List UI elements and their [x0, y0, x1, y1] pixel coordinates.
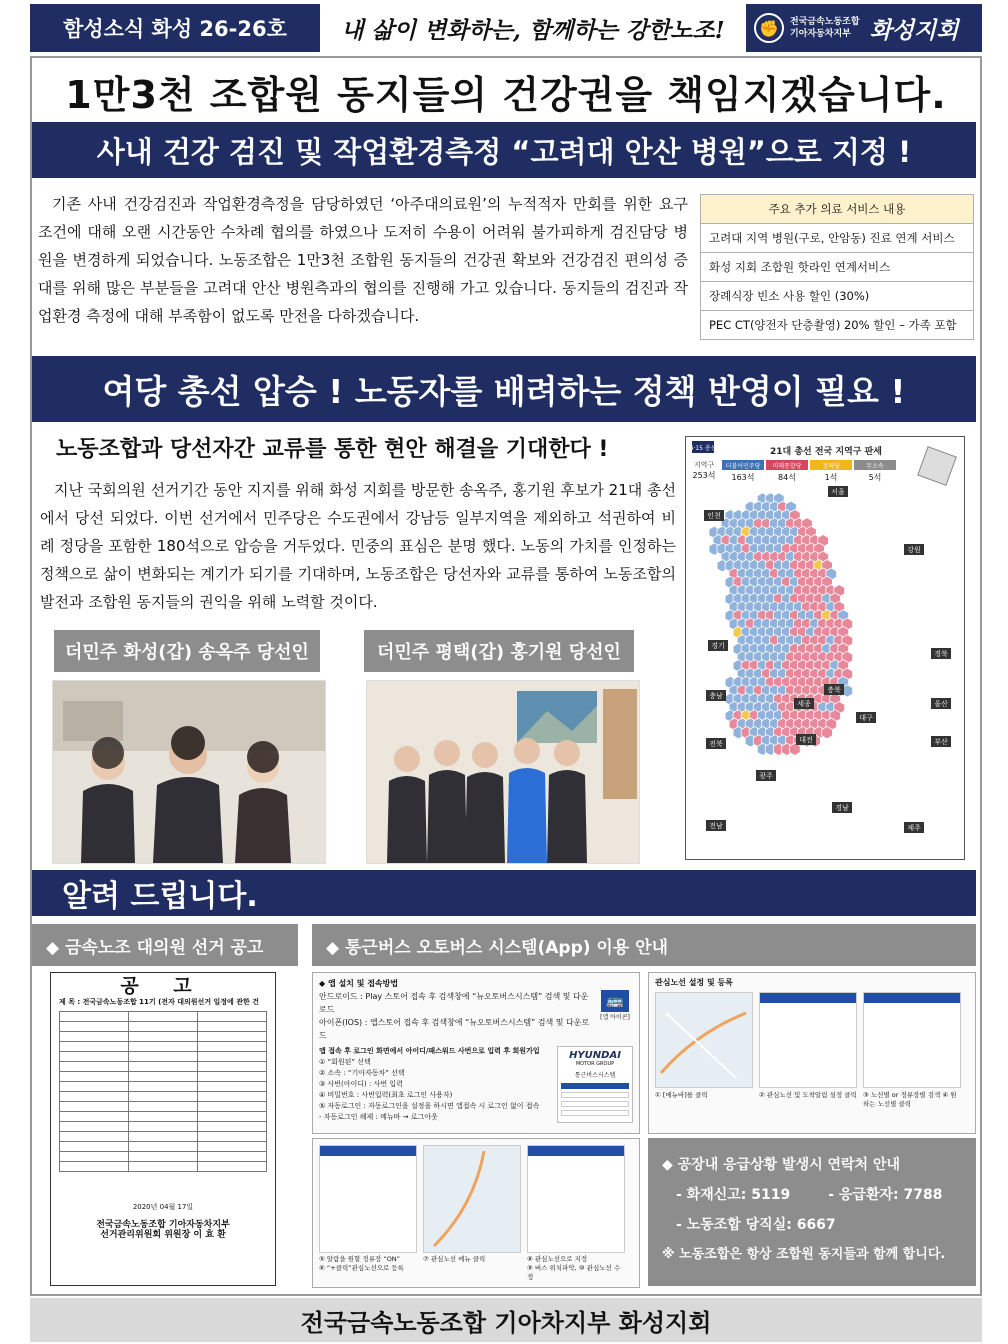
legend-party: 더불어민주당	[725, 463, 761, 470]
region-label: 제주	[907, 824, 921, 832]
legend-seats: 84석	[778, 473, 796, 482]
photo2-caption: 더민주 평택(갑) 홍기원 당선인	[364, 630, 634, 672]
bus2-step: ② 관심노선 및 도착알림 설정 클릭	[759, 1091, 857, 1099]
hyundai-brand: HYUNDAI	[569, 1050, 621, 1061]
bus-route-guide	[648, 972, 976, 1134]
page-header	[30, 4, 982, 52]
hyundai-sub: MOTOR GROUP	[575, 1061, 615, 1067]
main-title: 1만3천 조합원 동지들의 건강권을 책임지겠습니다.	[65, 73, 947, 117]
union-emblem-icon: ✊	[754, 13, 784, 43]
bus3-step: ⑨ 버스 위치파악, ⑩ 관심노선 수정	[527, 1264, 621, 1281]
bus2-step: ① [메뉴바]를 클릭	[655, 1091, 708, 1099]
bus2-screen1	[655, 992, 753, 1088]
bus3-step: ⑥ “+클릭”관심노선으로 등록	[319, 1264, 404, 1272]
legend-party: 미래통합당	[772, 463, 802, 470]
map-total-seats: 253석	[692, 471, 716, 480]
notice-schedule-table	[59, 1011, 267, 1172]
bus-heading: ◆ 통근버스 오토버스 시스템(App) 이용 안내	[312, 924, 976, 966]
hyundai-sub2: 통근버스시스템	[574, 1072, 616, 1079]
photo1-caption: 더민주 화성(갑) 송옥주 당선인	[54, 630, 320, 672]
map-total-label: 지역구	[693, 461, 715, 469]
bus2-screen3	[863, 992, 961, 1088]
region-label: 강원	[907, 546, 921, 554]
union-contact: - 노동조합 당직실: 6667	[676, 1217, 836, 1233]
photo-song-okju	[52, 680, 326, 864]
section1-subtitle: 사내 건강 검진 및 작업환경측정 “고려대 안산 병원”으로 지정 !	[32, 122, 976, 178]
legend-seats: 5석	[868, 473, 882, 482]
notice-org1: 전국금속노동조합 기아자동차지부	[96, 1220, 230, 1230]
bus3-screen3	[527, 1145, 625, 1253]
bus1-step: ③ 사번(아이디) : 사번 입력	[319, 1080, 403, 1088]
region-label: 경기	[711, 642, 725, 650]
bus2-step: ③ 노선별 or 정류장별 검색 ④ 원하는 노선별 클릭	[863, 1091, 957, 1108]
region-label: 대전	[799, 736, 813, 744]
notice-subject: 제 목 : 전국금속노동조합 11기 (전자 대의원선거 일정에 관한 건	[59, 998, 259, 1006]
map-badge: 4·15 총선	[689, 445, 717, 452]
service-item: 장례식장 빈소 사용 할인 (30%)	[701, 282, 974, 311]
logo-line2: 기아자동차지부	[790, 29, 851, 39]
section2-subtitle: 노동조합과 당선자간 교류를 통한 현안 해결을 기대한다 !	[56, 437, 609, 462]
bus3-step: ⑤ 알람을 원할 정류장 “ON”	[319, 1255, 401, 1263]
region-label: 대구	[859, 714, 873, 722]
emergency-heading: ◆ 공장내 응급상황 발생시 연락처 안내	[662, 1157, 900, 1173]
legend-party: 정의당	[822, 463, 840, 470]
notice-title: 공 고	[120, 975, 206, 997]
photo-hong-giwon	[366, 680, 640, 864]
notice-date: 2020년 04월 17일	[132, 1203, 194, 1211]
patient-contact: - 응급환자: 7788	[828, 1187, 943, 1203]
ballot-box-icon	[918, 447, 956, 485]
section3-title: 알려 드립니다.	[32, 870, 976, 916]
bus3-step: ⑦ 관심노선 메뉴 클릭	[423, 1255, 486, 1263]
logo-line1: 전국금속노동조합	[790, 17, 860, 27]
logo-name: 화성지회	[869, 17, 959, 44]
district-hex	[822, 726, 833, 738]
bus1-login-heading: 앱 접속 후 로그인 화면에서 아이디/패스워드 사번으로 입력 후 회원가입	[319, 1047, 540, 1055]
emergency-contacts	[648, 1138, 976, 1286]
services-header: 주요 추가 의료 서비스 내용	[701, 195, 974, 224]
bus1-heading: ◆ 앱 설치 및 접속방법	[319, 979, 399, 988]
bus3-step: ⑧ 관심노선으로 지정	[527, 1255, 588, 1263]
bus1-android: 안드로이드 : Play 스토어 접속 후 검색창에 “뉴오토버스시스템” 검색 및 다운로드	[319, 992, 589, 1014]
bus1-ios: 아이폰(IOS) : 앱스토어 접속 후 검색창에 “뉴오토버스시스템” 검색 및 다운로드	[319, 1018, 590, 1040]
legend-party: 무소속	[866, 463, 884, 470]
bus2-screen2	[759, 992, 857, 1088]
bus1-step: ④ 비밀번호 : 사번입력(최초 로그인 사용자)	[319, 1091, 453, 1099]
service-item: 화성 지회 조합원 핫라인 연계서비스	[701, 253, 974, 282]
map-hexes	[709, 493, 853, 756]
bus-app-icon: 🚌	[601, 990, 629, 1012]
region-label: 충남	[709, 692, 723, 700]
service-item: PEC CT(양전자 단층촬영) 20% 할인 – 가족 포함	[701, 311, 974, 340]
legend-seats: 1석	[824, 473, 838, 482]
bus1-step: - 자동로그인 해제 : 메뉴바 → 로그아웃	[319, 1113, 438, 1121]
election-map-graphic	[686, 437, 964, 859]
section2-body: 지난 국회의원 선거기간 동안 지지를 위해 화성 지회를 방문한 송옥주, 홍기원 후보가 21대 총선에서 당선 되었다. 이번 선거에서 민주당은 수도권에서 강남등 일부지역을 제외하고 석권하여 비례 정당을 포함한 180석으로 압승을 거두었다. 민중의 표심은 분명 했다. 노동의 가치를 인정하는 정책으로 삶이 변화되는 계기가 되기를 기대하며, 노동조합은 당선자와 교류를 통하여 노동조합의 발전과 조합원 동지들의 권익을 위해 노력할 것이다.	[40, 481, 676, 611]
bus-alarm-guide	[312, 1138, 640, 1288]
notice-heading: ◆ 금속노조 대의원 선거 공고	[32, 924, 298, 966]
map-title: 21대 총선 전국 지역구 판세	[770, 447, 882, 457]
region-label: 인천	[707, 512, 721, 520]
election-notice	[50, 972, 276, 1286]
bus1-step: ⑤ 자동로그인 : 자동로그인을 설정을 하시면 앱접속 시 로그인 없이 접속	[319, 1102, 540, 1110]
region-label: 세종	[797, 700, 811, 708]
region-label: 전북	[709, 740, 723, 748]
bus2-heading: 관심노선 설정 및 등록	[655, 978, 733, 987]
election-map	[685, 436, 965, 860]
notice-org2: 선거관리위원회 위원장 이 효 환	[100, 1230, 226, 1240]
region-label: 서울	[831, 488, 845, 496]
bus-install-guide	[312, 972, 640, 1134]
bus1-step: ① “회원된” 선택	[319, 1058, 371, 1066]
region-label: 광주	[759, 772, 773, 780]
section2-title: 여당 총선 압승 ! 노동자를 배려하는 정책 반영이 필요 !	[32, 356, 976, 422]
region-label: 경남	[835, 804, 849, 812]
region-label: 경북	[934, 650, 948, 658]
bus-app-label: [앱 아이콘]	[600, 1014, 630, 1021]
issue-number: 함성소식 화성 26-26호	[30, 4, 320, 52]
medical-services-table	[700, 194, 974, 340]
bus1-step: ② 소속 : “기아자동차” 선택	[319, 1069, 405, 1077]
map-legend	[722, 460, 896, 482]
fire-contact: - 화재신고: 5119	[676, 1187, 791, 1203]
slogan: 내 삶이 변화하는, 함께하는 강한노조!	[341, 16, 725, 44]
emergency-note: ※ 노동조합은 항상 조합원 동지들과 함께 합니다.	[662, 1247, 946, 1262]
legend-seats: 163석	[731, 473, 755, 482]
region-label: 충북	[827, 686, 841, 694]
section1-body: 기존 사내 건강검진과 작업환경측정을 담당하였던 ‘아주대의료원’의 누적적자 만회를 위한 요구 조건에 대해 오랜 시간동안 수차례 협의를 하였으나 도저히 수용이 어려워 불가피하게 검진담당 병원을 변경하게 되었습니다. 노동조합은 1만3천 조합원 동지들의 건강권 확보와 건강검진 편의성 증대를 위해 많은 부분들을 고려대 안산 병원측과의 협의를 진행해 가고 있습니다. 동지들의 검진과 작업환경 측정에 대해 부족함이 없도록 만전을 다하겠습니다.	[38, 195, 688, 325]
region-label: 부산	[934, 738, 948, 746]
region-label: 전남	[709, 822, 723, 830]
bus3-screen1	[319, 1145, 417, 1253]
page-footer: 전국금속노동조합 기아차지부 화성지회	[30, 1298, 982, 1342]
bus3-screen2	[423, 1145, 521, 1253]
union-logo	[746, 4, 982, 52]
region-label: 울산	[934, 700, 948, 708]
service-item: 고려대 지역 병원(구로, 안암동) 진료 연계 서비스	[701, 224, 974, 253]
